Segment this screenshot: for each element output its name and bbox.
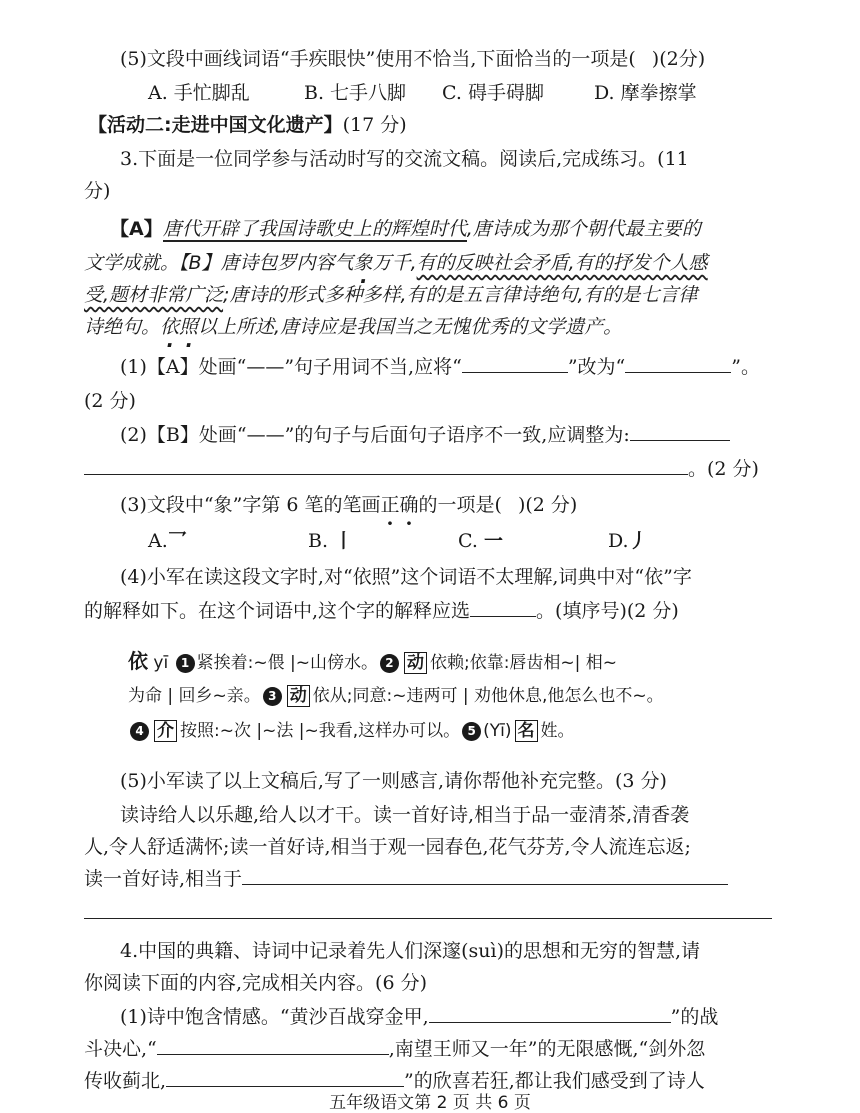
option-c: C. 碍手碍脚 — [442, 82, 544, 104]
pos-tag-2: 动 — [404, 652, 427, 674]
answer-blank-4[interactable] — [470, 598, 536, 617]
subquestion-4-cont: 的解释如下。在这个词语中,这个字的解释应选 。(填序号)(2 分) — [84, 600, 679, 622]
subquestion-3: (3)文段中“象”字第 6 笔的笔画正确的一项是( )(2 分) — [120, 494, 578, 516]
question-4-intro-cont: 你阅读下面的内容,完成相关内容。(6 分) — [84, 972, 427, 994]
answer-blank-5b[interactable] — [84, 918, 772, 919]
sense-number-1: 1 — [176, 654, 195, 673]
subquestion-1: (1)【A】处画“——”句子用词不当,应将“ ”改为“ ”。 — [120, 356, 760, 378]
question-4-sub1-line-2: 斗决心,“ ,南望王师又一年”的无限感慨,“剑外忽 — [84, 1038, 706, 1060]
stroke-glyph-b: 丨 — [334, 530, 354, 552]
passage-wavy-b: 有的反映社会矛盾,有的抒发个人感 — [416, 252, 708, 274]
sense-number-3: 3 — [263, 687, 282, 706]
answer-blank-5a[interactable] — [242, 866, 728, 885]
question-4-intro: 4.中国的典籍、诗词中记录着先人们深邃(suì)的思想和无穷的智慧,请 — [120, 940, 701, 962]
option-a: A. 手忙脚乱 — [148, 82, 250, 104]
sense-number-4: 4 — [130, 722, 149, 741]
subquestion-2: (2)【B】处画“——”的句子与后面句子语序不一致,应调整为: — [120, 420, 730, 450]
answer-blank-poem-1[interactable] — [429, 1004, 671, 1023]
subquestion-1-score: (2 分) — [84, 390, 136, 412]
dictionary-entry-line-3: 4 介 按照:~次 |~法 |~我看,这样办可以。 5 (Yī) 名 姓。 — [128, 716, 575, 746]
activity-heading: 【活动二:走进中国文化遗产】(17 分) — [88, 114, 407, 136]
answer-blank-1a[interactable] — [462, 354, 568, 373]
question-4-sub1-line-1: (1)诗中饱含情感。“黄沙百战穿金甲, ”的战 — [120, 1006, 719, 1028]
stroke-option-b: B. 丨 — [308, 530, 354, 552]
question-5-stem: (5)文段中画线词语“手疾眼快”使用不恰当,下面恰当的一项是( )(2分) — [120, 48, 706, 70]
passage-line-2: 文学成就。【B】唐诗包罗内容气象万千,有的反映社会矛盾,有的抒发个人感 — [84, 252, 708, 274]
dictionary-entry-line-2: 为命 | 回乡~亲。 3 动 依从;同意:~违两可 | 劝他休息,他怎么也不~。 — [128, 686, 664, 706]
question-4-sub1-line-3: 传收蓟北, ”的欣喜若狂,都让我们感受到了诗人 — [84, 1070, 705, 1092]
question-3-intro-cont: 分) — [84, 180, 111, 202]
answer-blank-2b[interactable] — [84, 456, 688, 475]
subquestion-2-cont: 。(2 分) — [84, 454, 759, 484]
pos-tag-3: 动 — [287, 685, 310, 707]
stroke-option-c: C. 一 — [458, 530, 503, 552]
dictionary-entry-line-1: 依 yī 1 紧挨着:~偎 |~山傍水。 2 动 依赖;依靠:唇齿相~| 相~ — [128, 649, 618, 673]
sense-number-2: 2 — [380, 654, 399, 673]
option-b: B. 七手八脚 — [304, 82, 407, 104]
stroke-glyph-d: 丿 — [628, 530, 648, 552]
answer-blank-poem-2[interactable] — [157, 1036, 389, 1055]
page-footer: 五年级语文第 2 页 共 6 页 — [329, 1093, 531, 1113]
subquestion-5-line-3: 读一首好诗,相当于 — [84, 864, 728, 894]
subquestion-5: (5)小军读了以上文稿后,写了一则感言,请你帮他补充完整。(3 分) — [120, 770, 667, 792]
question-3-intro: 3.下面是一位同学参与活动时写的交流文稿。阅读后,完成练习。(11 — [120, 148, 689, 170]
passage-line-3: 受,题材非常广泛;唐诗的形式多种多样,有的是五言律诗绝句,有的是七言律 — [84, 284, 698, 306]
stroke-option-a: A.乛 — [148, 530, 187, 552]
stroke-glyph-a: 乛 — [167, 530, 187, 552]
passage-line-4: 诗绝句。依照以上所述,唐诗应是我国当之无愧优秀的文学遗产。 — [84, 316, 623, 338]
subquestion-4: (4)小军在读这段文字时,对“依照”这个词语不太理解,词典中对“依”字 — [120, 566, 692, 588]
stroke-option-d: D.丿 — [608, 530, 648, 552]
passage-underline-a: 唐代开辟了我国诗歌史上的辉煌时代 — [162, 218, 467, 240]
stroke-glyph-c: 一 — [483, 530, 503, 552]
passage-line-1: 【A】唐代开辟了我国诗歌史上的辉煌时代,唐诗成为那个朝代最主要的 — [110, 218, 701, 240]
pos-tag-4: 介 — [154, 720, 177, 742]
subquestion-5-line-2: 人,令人舒适满怀;读一首好诗,相当于观一园春色,花气芬芳,令人流连忘返; — [84, 836, 691, 858]
answer-blank-2a[interactable] — [630, 422, 730, 441]
answer-blank-poem-3[interactable] — [166, 1068, 404, 1087]
subquestion-5-line-1: 读诗给人以乐趣,给人以才干。读一首好诗,相当于品一壶清茶,清香袭 — [120, 804, 690, 826]
answer-blank-1b[interactable] — [625, 354, 731, 373]
dictionary-headword: 依 — [128, 649, 148, 673]
sense-number-5: 5 — [462, 722, 481, 741]
pos-tag-5: 名 — [515, 720, 538, 742]
option-d: D. 摩拳擦掌 — [594, 82, 697, 104]
